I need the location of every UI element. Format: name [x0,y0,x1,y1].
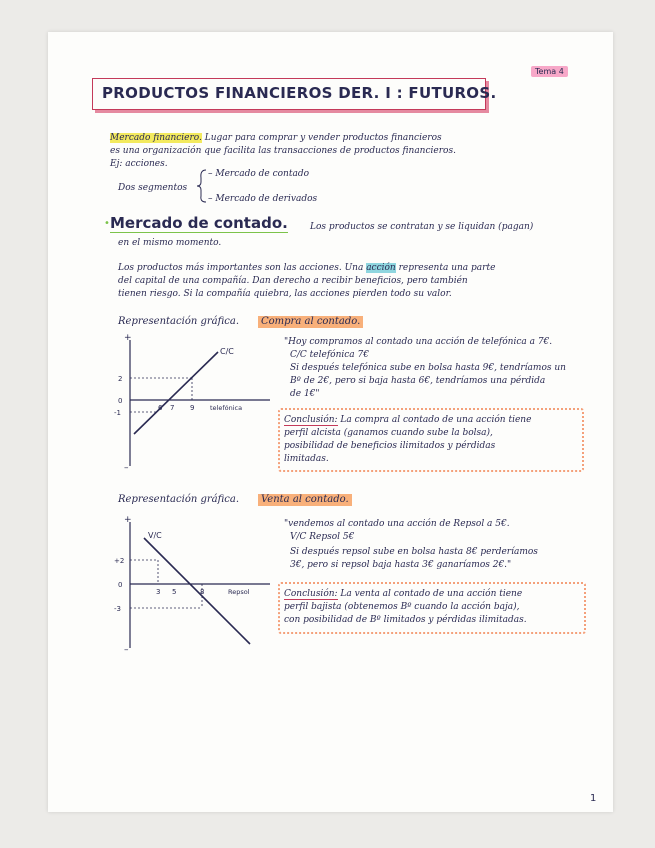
venta-x-tick-2: 5 [172,588,177,596]
venta-example-2: V/C Repsol 5€ [290,532,355,542]
compra-conclusion-label: Conclusión: [284,415,338,425]
segments-brace [196,168,208,204]
compra-y-neg: -1 [114,409,121,417]
venta-example-3: Si después repsol sube en bolsa hasta 8€ perderíamos [290,547,538,557]
venta-conclusion-1: Conclusión: La venta al contado de una acción tiene [284,589,523,599]
mercado-financiero-term: Mercado financiero. [110,133,202,143]
page-title: PRODUCTOS FINANCIEROS DER. I : FUTUROS. [102,84,497,102]
acciones-para1: Los productos más importantes son las acciones. Una acción representa una parte [118,263,496,273]
mercado-contado-heading: Mercado de contado. [110,214,288,232]
topic-tag: Tema 4 [531,66,568,77]
venta-x-tick-3: 8 [200,588,205,596]
compra-graph [110,330,280,472]
venta-x-tick-1: 3 [156,588,161,596]
venta-x-label: Repsol [228,588,250,596]
venta-y-neg: -3 [114,605,121,613]
mercado-contado-desc2: en el mismo momento. [118,238,222,248]
page-number: 1 [590,793,597,804]
venta-example-4: 3€, pero si repsol baja hasta 3€ ganaríamos 2€." [290,560,512,570]
compra-x-tick-2: 7 [170,404,175,412]
compra-payoff-line [134,352,218,434]
acciones-para3: tienen riesgo. Si la compañía quiebra, las acciones pierden todo su valor. [118,289,452,299]
compra-conclusion-1: Conclusión: La compra al contado de una acción tiene [284,415,532,425]
venta-graph [110,512,280,654]
compra-x-tick-3: 9 [190,404,195,412]
venta-plus-label: + [124,515,132,525]
accion-highlight: acción [366,263,396,273]
acciones-para2: del capital de una compañía. Dan derecho a recibir beneficios, pero también [118,276,468,286]
segment-derivados: – Mercado de derivados [208,194,318,204]
compra-example-3: Si después telefónica sube en bolsa hasta 9€, tendríamos un [290,363,566,373]
segments-label: Dos segmentos [118,183,188,193]
venta-rep-label: Representación gráfica. [118,494,240,505]
compra-conclusion-2: perfil alcista (ganamos cuando sube la bolsa), [284,428,493,438]
compra-y-zero: 0 [118,397,123,405]
compra-plus-label: + [124,333,132,343]
compra-minus-label: – [124,463,129,472]
compra-example-5: de 1€" [290,389,320,399]
venta-conclusion-3: con posibilidad de Bº limitados y pérdidas ilimitadas. [284,615,527,625]
venta-highlight: Venta al contado. [258,494,352,506]
venta-conclusion-2: perfil bajista (obtenemos Bº cuando la acción baja), [284,602,520,612]
segment-contado: – Mercado de contado [208,169,310,179]
compra-example-4: Bº de 2€, pero si baja hasta 6€, tendríamos una pérdida [290,376,546,386]
compra-x-label: telefónica [210,404,243,412]
compra-x-tick-1: 6 [158,404,163,412]
venta-y-pos: +2 [114,557,125,565]
compra-highlight: Compra al contado. [258,316,363,328]
bullet-dot: • [104,218,110,229]
mercado-contado-desc1: Los productos se contratan y se liquidan (pagan) [310,222,534,232]
mercado-financiero-line2: es una organización que facilita las transacciones de productos financieros. [110,146,456,156]
compra-line-label: C/C [220,347,234,356]
compra-conclusion-3: posibilidad de beneficios ilimitados y pérdidas [284,441,496,451]
compra-conclusion-4: limitadas. [284,454,329,464]
mercado-financiero-line1: Mercado financiero. Lugar para comprar y vender productos financieros [110,133,442,143]
compra-example-1: "Hoy compramos al contado una acción de telefónica a 7€. [284,337,553,347]
compra-y-pos: 2 [118,375,123,383]
venta-conclusion-label: Conclusión: [284,589,338,599]
mercado-financiero-example: Ej: acciones. [110,159,168,169]
venta-minus-label: – [124,645,129,654]
venta-example-1: "vendemos al contado una acción de Repsol a 5€. [284,519,510,529]
compra-rep-label: Representación gráfica. [118,316,240,327]
venta-line-label: V/C [148,531,162,540]
compra-example-2: C/C telefónica 7€ [290,350,369,360]
venta-y-zero: 0 [118,581,123,589]
